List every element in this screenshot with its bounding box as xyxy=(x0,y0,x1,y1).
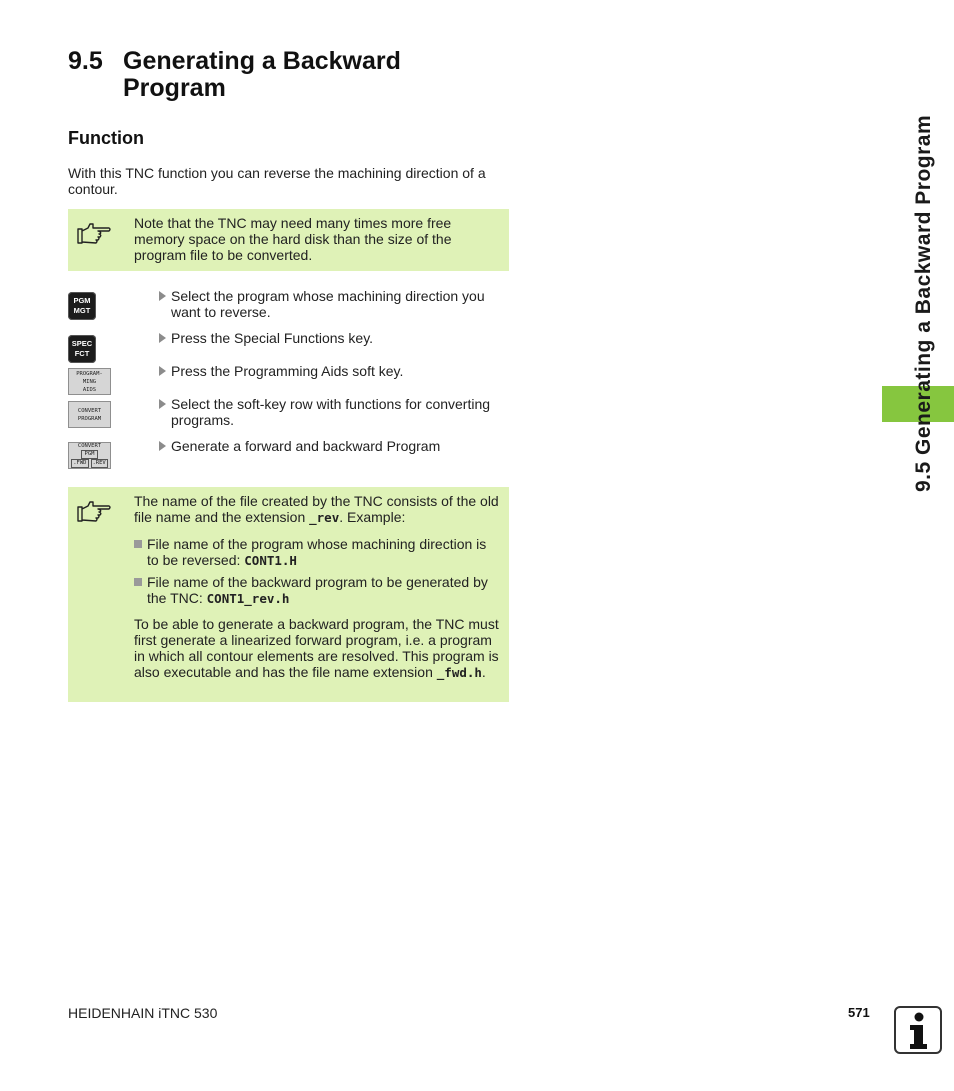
bullet-icon xyxy=(134,578,142,586)
page-number: 571 xyxy=(848,1005,870,1020)
convert-program-softkey[interactable]: CONVERT PROGRAM xyxy=(68,401,111,428)
section-title: Generating a Backward Program xyxy=(123,47,401,102)
note-box-memory xyxy=(68,209,509,271)
arrow-icon xyxy=(159,399,166,409)
pgm-mgt-key[interactable]: PGM MGT xyxy=(68,292,96,320)
bullet-icon xyxy=(134,540,142,548)
note-paragraph-2: To be able to generate a backward program, the TNC must first generate a linearized forward program, i.e. a program in which all contour elements are resolved. This program is also executable and has the file name extension _fwd.h. xyxy=(134,616,499,680)
info-icon xyxy=(894,1006,942,1054)
arrow-icon xyxy=(159,441,166,451)
sidebar-section-title: 9.5 Generating a Backward Program xyxy=(912,114,935,492)
note-box-filenames xyxy=(68,487,509,702)
list-item: File name of the backward program to be generated by the TNC: CONT1_rev.h xyxy=(134,574,499,607)
note-text-memory: Note that the TNC may need many times more free memory space on the hard disk than the size of the program file to be converted. xyxy=(134,215,452,263)
arrow-icon xyxy=(159,291,166,301)
footer-product: HEIDENHAIN iTNC 530 xyxy=(68,1005,218,1021)
list-item: File name of the program whose machining direction is to be reversed: CONT1.H xyxy=(134,536,499,569)
note-text-filenames xyxy=(134,493,499,681)
note-paragraph-1: The name of the file created by the TNC consists of the old file name and the extension _rev. Example: xyxy=(134,493,499,525)
spec-fct-key[interactable]: SPEC FCT xyxy=(68,335,96,363)
section-number: 9.5 xyxy=(68,47,103,75)
pointing-hand-icon xyxy=(76,499,112,525)
arrow-icon xyxy=(159,366,166,376)
subheading-function: Function xyxy=(68,128,144,148)
programming-aids-softkey[interactable]: PROGRAM- MING AIDS xyxy=(68,368,111,395)
convert-pgm-fwd-rev-softkey[interactable]: CONVERT PGM .FWD .REV xyxy=(68,442,111,469)
pointing-hand-icon xyxy=(76,221,112,247)
intro-text: With this TNC function you can reverse the machining direction of a contour. xyxy=(68,165,486,197)
arrow-icon xyxy=(159,333,166,343)
